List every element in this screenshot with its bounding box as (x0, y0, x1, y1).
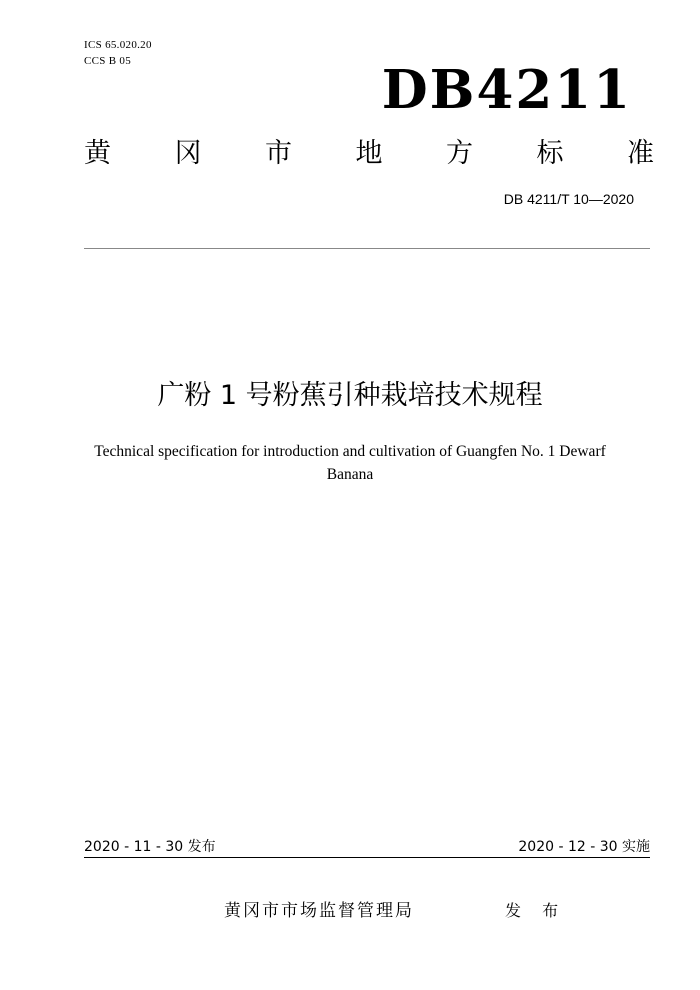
standard-type-char: 方 (446, 138, 473, 169)
ics-code: ICS 65.020.20 (84, 39, 152, 51)
ccs-code: CCS B 05 (84, 55, 132, 67)
standard-code: DB4211 (381, 59, 632, 121)
issue-date: 2020 - 11 - 30 发布 (84, 839, 216, 855)
standard-type-char: 地 (355, 138, 383, 169)
standard-type-heading (84, 138, 654, 170)
standard-type-char: 黄 (84, 138, 111, 169)
classification-codes (84, 37, 152, 69)
document-title-zh: 广粉 1 号粉蕉引种栽培技术规程 (157, 380, 543, 411)
issuing-authority: 黄冈市市场监督管理局 (224, 901, 414, 921)
document-title-en-line: Banana (326, 466, 374, 483)
footer-divider (84, 857, 650, 858)
standard-number: DB 4211/T 10—2020 (503, 191, 634, 207)
header-divider (84, 248, 650, 249)
implementation-date: 2020 - 12 - 30 实施 (518, 839, 650, 855)
standard-type-char: 市 (265, 138, 292, 169)
issue-label: 发 布 (505, 901, 567, 920)
document-title-en (70, 440, 630, 486)
standard-type-char: 标 (536, 138, 564, 169)
document-title-en-line: Technical specification for introduction and cultivation of Guangfen No. 1 Dewarf (94, 443, 606, 460)
standard-type-char: 冈 (174, 138, 202, 169)
standard-type-char: 准 (627, 138, 654, 169)
